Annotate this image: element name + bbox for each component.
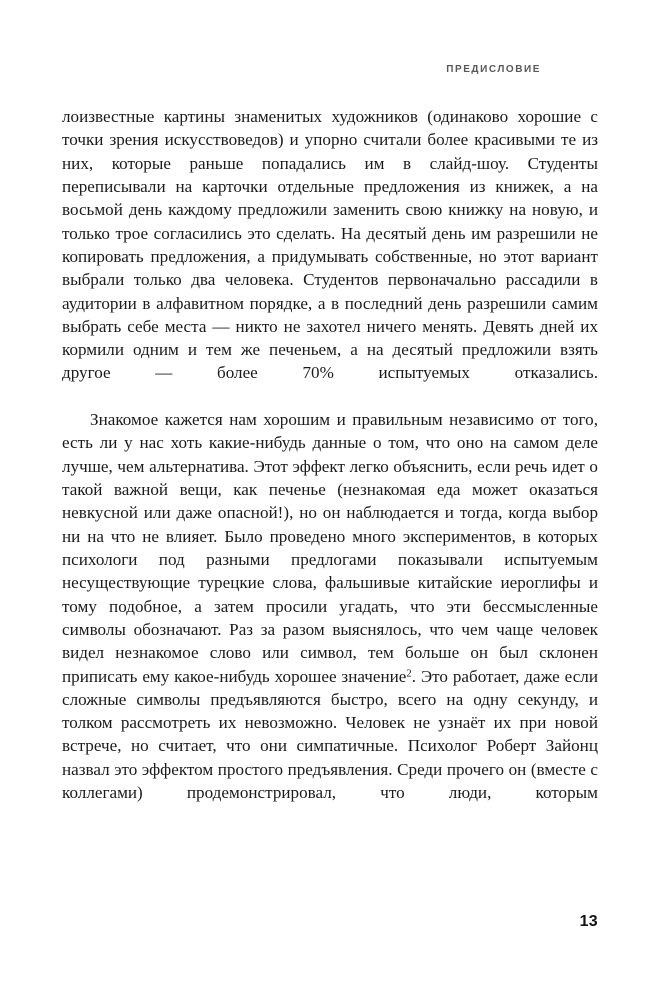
page-number: 13 <box>579 913 598 930</box>
footnote-marker[interactable]: 2 <box>406 668 412 679</box>
paragraph-text: Знакомое кажется нам хорошим и правильным независимо от того, есть ли у нас хоть какие-нибудь данные о том, что оно на самом деле лучше, чем альтернатива. Этот эффект легко объяснить, если речь идет о такой важной вещи, как печенье (незнакомая еда может оказаться невкусной или даже опасной!), но он наблюдается и тогда, когда выбор ни на что не влияет. Было проведено много экспериментов, в которых психологи под разными предлогами показывали испытуемым несуществующие турецкие слова, фальшивые китайские иероглифы и тому подобное, а затем просили угадать, что эти бессмысленные символы обозначают. Раз за разом выяснялось, что чем чаще человек видел незнакомое слово или символ, тем больше он был склонен приписать ему какое-нибудь хорошее значение <box>62 410 598 686</box>
body-text-block <box>62 105 598 828</box>
paragraph <box>62 408 598 828</box>
running-header: ПРЕДИСЛОВИЕ <box>446 64 541 75</box>
paragraph-text-continued: . Это работает, даже если сложные символы предъявляются быстро, всего на одну секунду, и толком рассмотреть их невозможно. Человек не узнаёт их при новой встрече, но считает, что они симпатичные. Психолог Роберт Зайонц назвал это эффектом простого предъявления. Среди прочего он (вместе с коллегами) продемонстрировал, что люди, которым <box>62 666 598 803</box>
paragraph <box>62 105 598 408</box>
paragraph-text: лоизвестные картины знаменитых художников (одинаково хорошие с точки зрения искусствоведов) и упорно считали более красивыми те из них, которые раньше попадались им в слайд-шоу. Студенты переписывали на карточки отдельные предложения из книжек, а на восьмой день каждому предложили заменить свою книжку на новую, и только трое согласились это сделать. На десятый день им разрешили не копировать предложения, а придумывать собственные, но этот вариант выбрали только два человека. Студентов первоначально рассадили в аудитории в алфавитном порядке, а в последний день разрешили самим выбрать себе места — никто не захотел ничего менять. Девять дней их кормили одним и тем же печеньем, а на десятый предложили взять другое — более 70% испытуемых отказались. <box>62 107 598 383</box>
